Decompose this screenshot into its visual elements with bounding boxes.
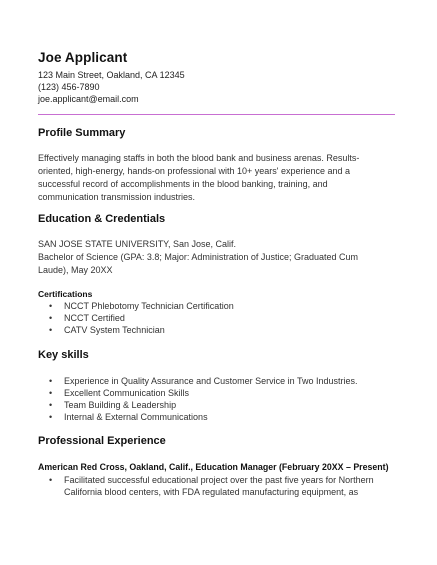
skill-text: Experience in Quality Assurance and Customer Service in Two Industries.: [64, 376, 358, 386]
cert-text: CATV System Technician: [64, 325, 165, 335]
list-item: [38, 324, 398, 336]
skill-text: Team Building & Leadership: [64, 400, 177, 410]
certifications-list: [38, 300, 398, 336]
profile-line: Effectively managing staffs in both the blood bank and business arenas. Results-: [38, 153, 360, 163]
job-title: American Red Cross, Oakland, Calif., Education Manager (February 20XX – Present): [38, 462, 389, 472]
list-item: [38, 411, 398, 423]
email: joe.applicant@email.com: [38, 94, 139, 104]
skill-text: Excellent Communication Skills: [64, 388, 190, 398]
experience-list: [38, 474, 398, 498]
header-divider: [38, 114, 395, 115]
education-line: SAN JOSE STATE UNIVERSITY, San Jose, Calif.: [38, 239, 237, 249]
list-item: [38, 399, 398, 411]
bullet-icon: •: [49, 475, 53, 485]
bullet-icon: •: [49, 376, 53, 386]
experience-line: California blood centers, with FDA regulated manufacturing equipment, as: [64, 487, 359, 497]
professional-experience-heading: Professional Experience: [38, 435, 166, 447]
experience-line: Facilitated successful educational project over the past five years for Northern: [64, 475, 374, 485]
applicant-name: Joe Applicant: [38, 50, 128, 65]
list-item: [38, 387, 398, 399]
bullet-icon: •: [49, 400, 53, 410]
address: 123 Main Street, Oakland, CA 12345: [38, 70, 185, 80]
bullet-icon: •: [49, 412, 53, 422]
education-line: Laude), May 20XX: [38, 265, 113, 275]
skill-text: Internal & External Communications: [64, 412, 208, 422]
list-item: [38, 474, 398, 498]
profile-line: successful record of accomplishments in the blood banking, training, and: [38, 179, 328, 189]
profile-summary-heading: Profile Summary: [38, 127, 126, 139]
bullet-icon: •: [49, 301, 53, 311]
phone: (123) 456-7890: [38, 82, 100, 92]
profile-line: communication transmission industries.: [38, 192, 196, 202]
key-skills-heading: Key skills: [38, 349, 89, 361]
education-heading: Education & Credentials: [38, 213, 166, 225]
profile-summary-text: [38, 152, 398, 204]
list-item: [38, 312, 398, 324]
bullet-icon: •: [49, 325, 53, 335]
cert-text: NCCT Certified: [64, 313, 125, 323]
education-line: Bachelor of Science (GPA: 3.8; Major: Administration of Justice; Graduated Cum: [38, 252, 358, 262]
list-item: [38, 300, 398, 312]
education-text: [38, 238, 398, 277]
cert-text: NCCT Phlebotomy Technician Certification: [64, 301, 234, 311]
profile-line: oriented, high-energy, hands-on professional with 10+ years' experience and a: [38, 166, 350, 176]
bullet-icon: •: [49, 388, 53, 398]
certifications-heading: Certifications: [38, 289, 93, 299]
bullet-icon: •: [49, 313, 53, 323]
key-skills-list: [38, 375, 398, 423]
list-item: [38, 375, 398, 387]
